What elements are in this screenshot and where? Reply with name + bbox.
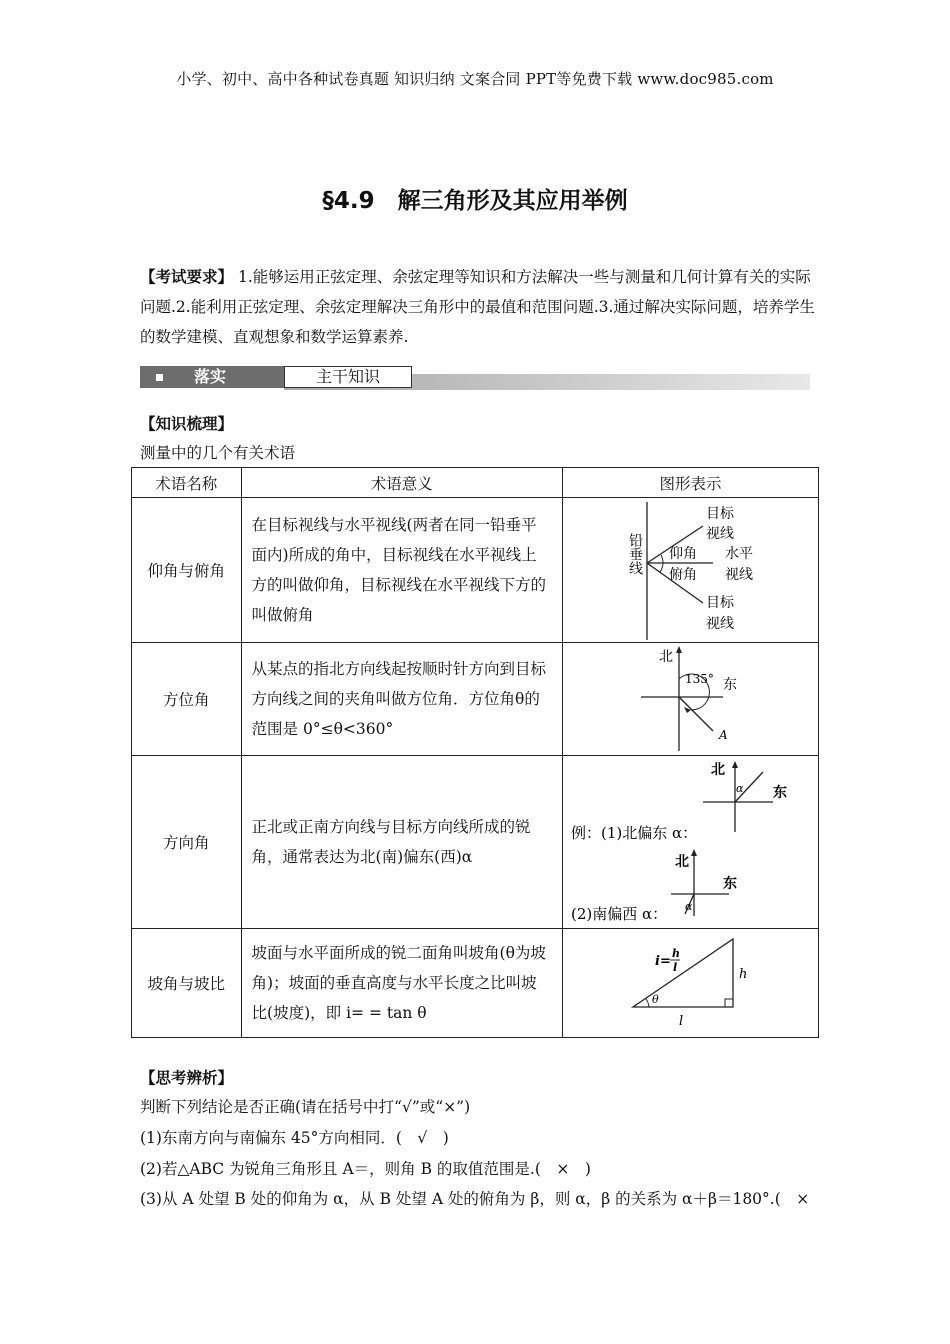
knowledge-heading: 【知识梳理】 [140,415,234,433]
table-row [132,643,819,756]
point-label: A [718,728,728,742]
term-meaning: 正北或正南方向线与目标方向线所成的锐角，通常表达为北(南)偏东(西)α [241,756,562,929]
north-label: 北 [710,762,725,778]
knowledge-intro: 测量中的几个有关术语 [140,444,296,462]
requirements-text: 1.能够运用正弦定理、余弦定理等知识和方法解决一些与测量和几何计算有关的实际问题.2.能利用正弦定理、余弦定理解决三角形中的最值和范围问题.3.通过解决实际问题，培养学生的数学建模、直观想象和数学运算素养. [140,268,815,346]
example-1: 例：(1)北偏东 α： [570,824,698,842]
example-2: (2)南偏西 α： [570,905,668,923]
term-name: 仰角与俯角 [132,498,242,643]
table-header-row [132,468,819,498]
question-item: (3)从 A 处望 B 处的仰角为 α，从 B 处望 A 处的俯角为 β，则 α，β 的关系为 α＋β＝180°.( × [140,1190,810,1208]
slope-figure [562,929,818,1038]
header-cell: 图形表示 [562,468,818,498]
direction-figure [562,756,818,929]
thinking-intro: 判断下列结论是否正确(请在括号中打“√”或“×”) [140,1098,471,1116]
banner-right-label: 主干知识 [284,366,412,388]
banner-left-label: 落实 [194,367,227,386]
target-top-2: 视线 [705,526,734,542]
thinking-heading: 【思考辨析】 [140,1069,234,1087]
north-label-2: 北 [674,854,689,870]
term-name: 方向角 [132,756,242,929]
north-label: 北 [658,649,673,665]
section-banner [140,364,810,394]
target-bot-1: 目标 [705,595,734,611]
alpha-label-2: α [684,900,693,913]
table-row [132,498,819,643]
elevation-figure [562,498,818,643]
target-bot-2: 视线 [705,616,734,632]
theta-label: θ [651,993,659,1006]
question-item: (1)东南方向与南偏东 45°方向相同．( √ ) [140,1129,449,1147]
term-name: 方位角 [132,643,242,756]
horiz-2: 视线 [724,567,753,583]
plumb-label: 铅垂线 [626,533,643,575]
term-name: 坡角与坡比 [132,929,242,1038]
header-cell: 术语意义 [241,468,562,498]
formula-den: l [672,961,678,974]
horiz-1: 水平 [724,546,753,562]
term-meaning: 从某点的指北方向线起按顺时针方向到目标方向线之间的夹角叫做方位角．方位角θ的范围是 0°≤θ<360° [241,643,562,756]
bullet-icon [156,374,163,381]
h-label: h [738,967,748,982]
angle-label: 135° [684,672,714,686]
table-row [132,929,819,1038]
down-angle-label: 俯角 [668,567,697,583]
table-row [132,756,819,929]
requirements-label: 【考试要求】 [140,268,234,286]
page-header: 小学、初中、高中各种试卷真题 知识归纳 文案合同 PPT等免费下载 www.doc985.com [176,70,774,88]
east-label: 东 [722,677,737,693]
bearing-figure [562,643,818,756]
header-cell: 术语名称 [132,468,242,498]
term-meaning: 坡面与水平面所成的锐二面角叫坡角(θ为坡角)；坡面的垂直高度与水平长度之比叫坡比(坡度)，即 i= = tan θ [241,929,562,1038]
formula-num: h [671,947,680,960]
east-label: 东 [772,785,787,801]
l-label: l [678,1014,684,1029]
target-top-1: 目标 [705,506,734,522]
exam-requirements [140,262,816,352]
up-angle-label: 仰角 [668,546,697,562]
section-title: §4.9 解三角形及其应用举例 [322,188,628,214]
terms-table [131,467,819,1038]
term-meaning: 在目标视线与水平视线(两者在同一铅垂平面内)所成的角中，目标视线在水平视线上方的叫做仰角，目标视线在水平视线下方的叫做俯角 [241,498,562,643]
question-item: (2)若△ABC 为锐角三角形且 A＝，则角 B 的取值范围是.( × ) [140,1160,591,1178]
east-label-2: 东 [722,876,737,892]
alpha-label: α [735,782,744,795]
formula-i: i= [654,954,671,969]
